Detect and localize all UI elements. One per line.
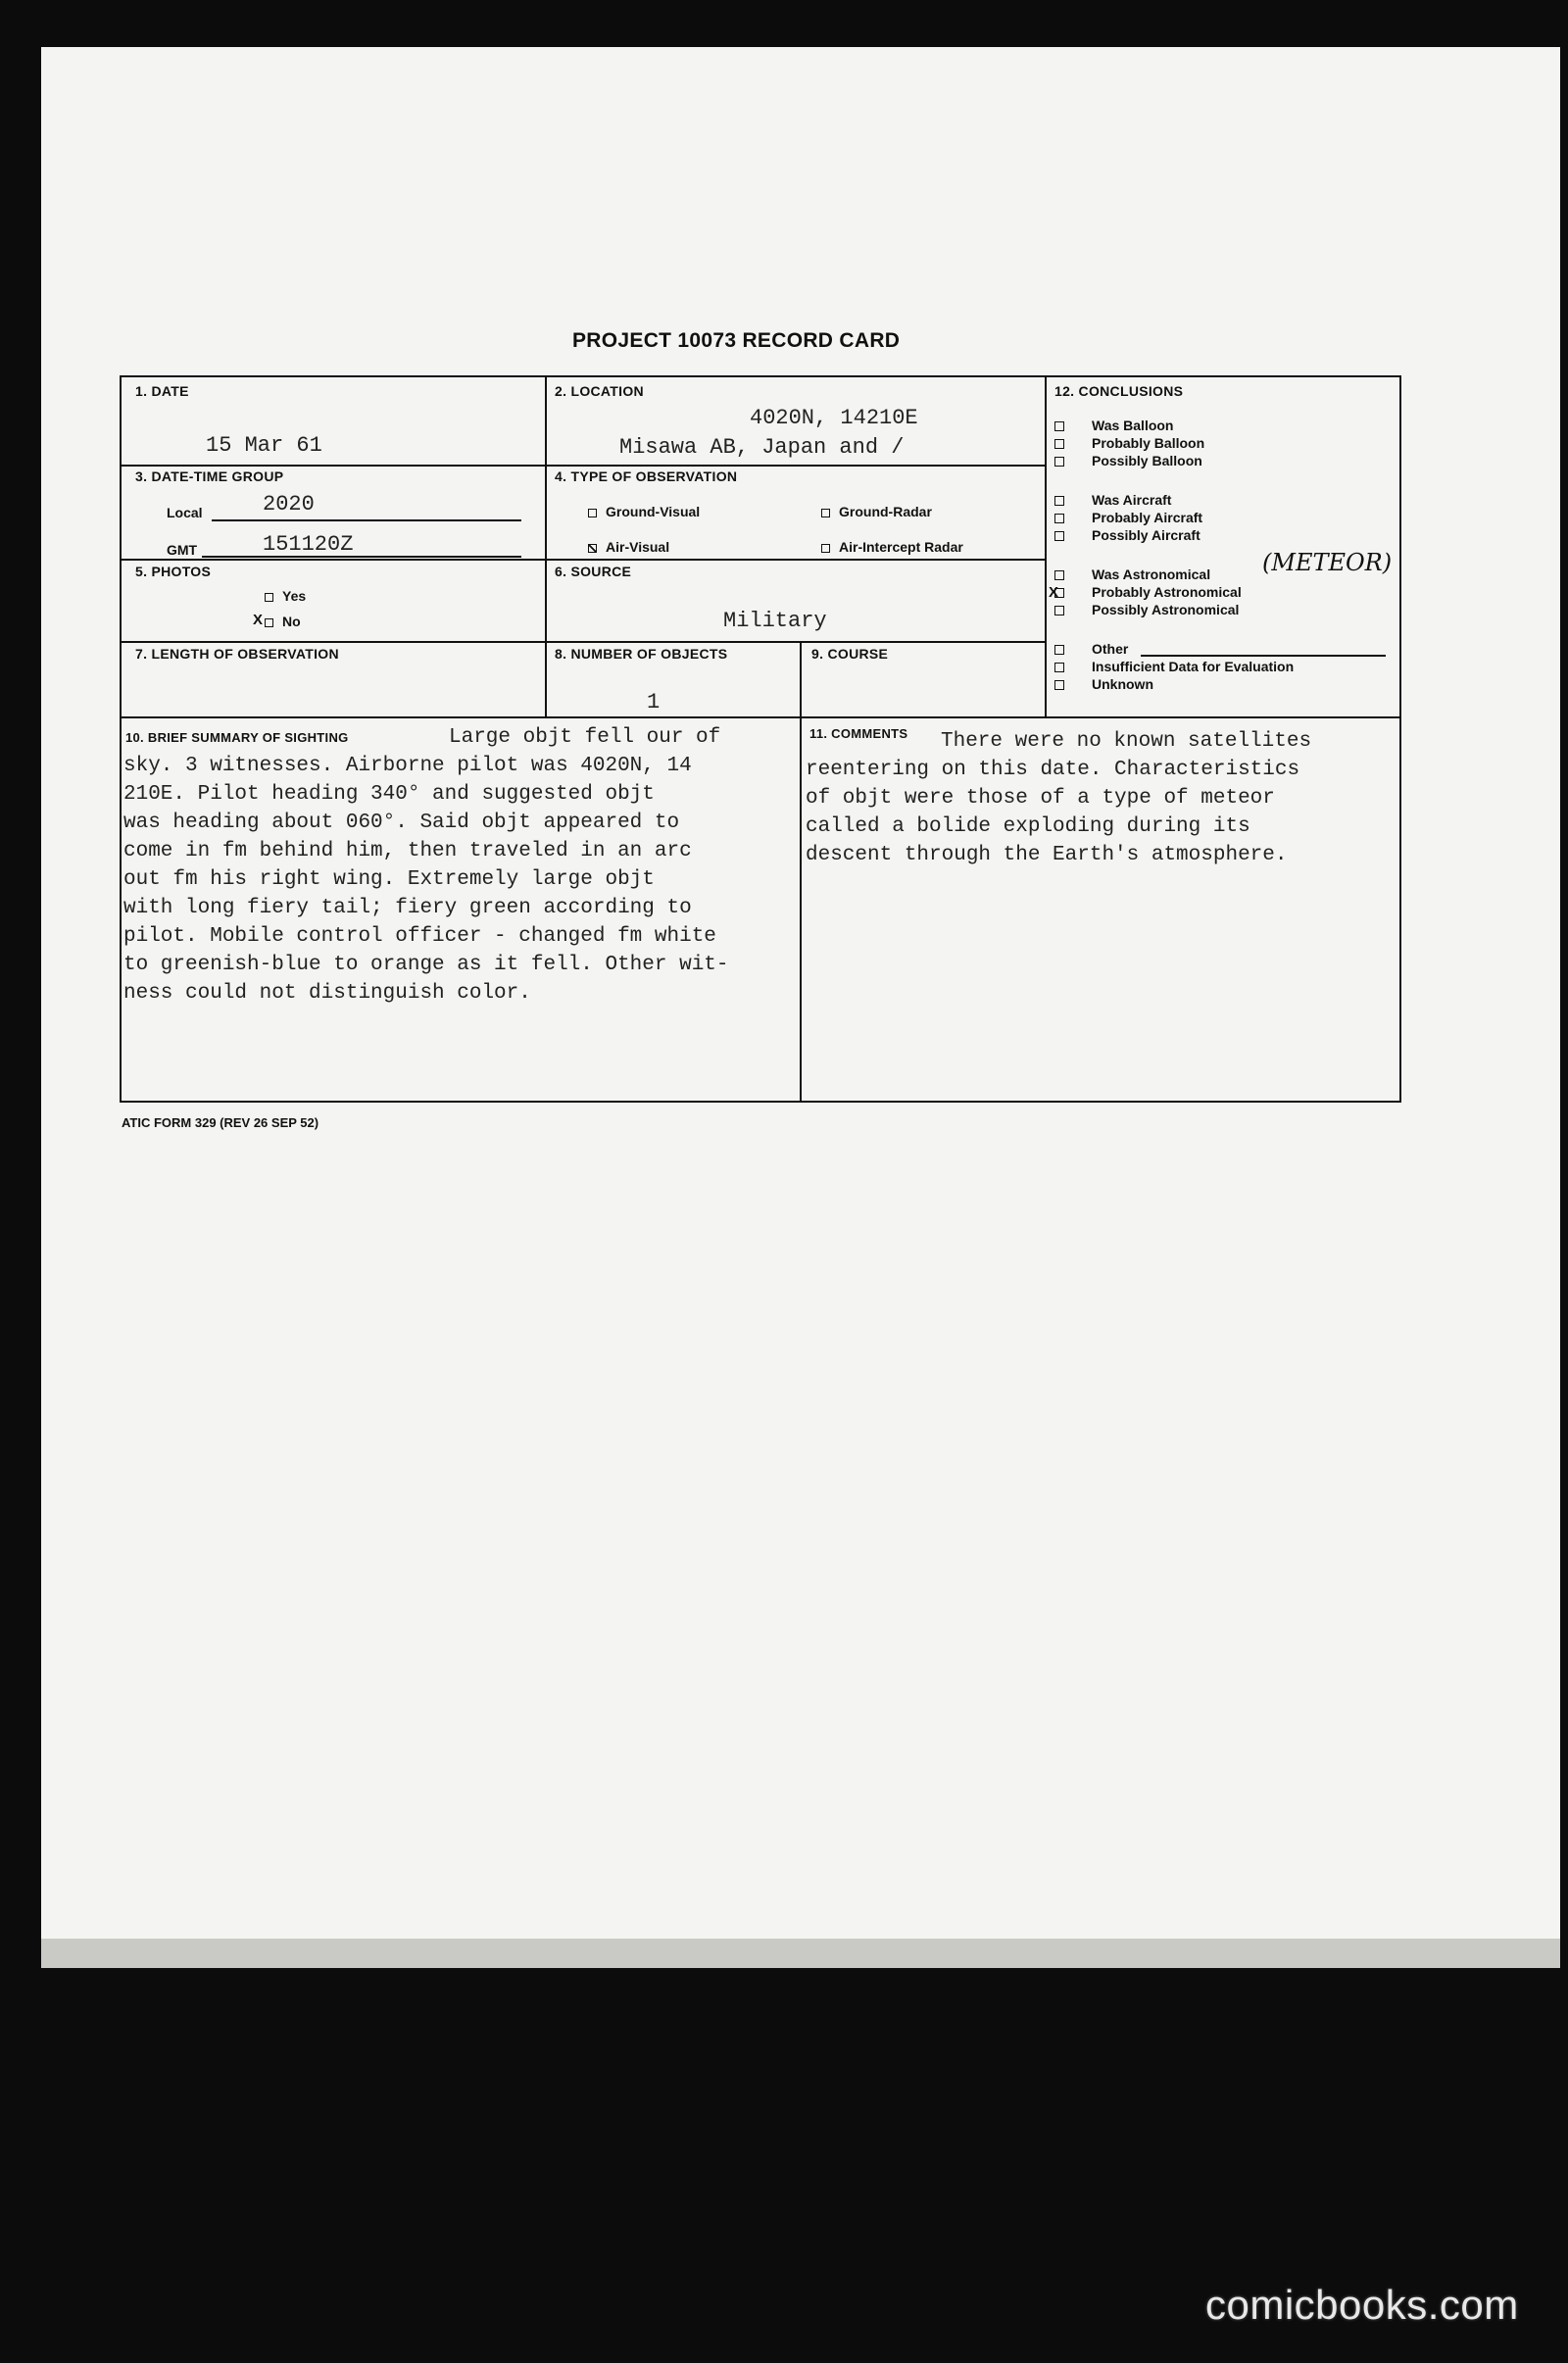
other-underline [1141, 655, 1386, 657]
gmt-label: GMT [167, 542, 198, 558]
grid-line [800, 641, 802, 1102]
checkbox-icon [1054, 680, 1064, 690]
conclusion-item: Insufficient Data for Evaluation [1092, 659, 1295, 674]
conclusion-item: Probably Aircraft [1092, 510, 1203, 525]
checkbox-icon [1054, 457, 1064, 467]
photos-no-mark: X [253, 612, 264, 628]
site-watermark: comicbooks.com [1205, 2282, 1519, 2328]
summary-line: was heading about 060°. Said objt appeared to [123, 812, 680, 834]
checkbox-icon [821, 544, 830, 553]
comments-text [806, 727, 1398, 869]
grid-line [121, 465, 1046, 467]
comments-line: called a bolide exploding during its [806, 815, 1250, 838]
source-value: Military [723, 609, 827, 633]
photos-label: 5. PHOTOS [135, 564, 212, 579]
objects-label: 8. NUMBER OF OBJECTS [555, 646, 728, 662]
summary-line: out fm his right wing. Extremely large objt [123, 868, 655, 891]
checkbox-icon [1054, 663, 1064, 672]
summary-line: come in fm behind him, then traveled in an arc [123, 840, 692, 862]
date-value: 15 Mar 61 [206, 433, 322, 458]
handwritten-meteor-note: (METEOR) [1262, 549, 1393, 576]
checkbox-icon [1054, 645, 1064, 655]
checkbox-checked-icon [1054, 588, 1064, 598]
option-ground-radar [821, 504, 932, 519]
checkbox-icon [1054, 606, 1064, 615]
checkbox-icon [1054, 421, 1064, 431]
conclusion-item: Possibly Astronomical [1092, 602, 1240, 617]
location-line1: 4020N, 14210E [750, 406, 918, 430]
conclusion-item: Probably Balloon [1092, 435, 1205, 451]
grid-line [1045, 376, 1047, 717]
grid-line [121, 641, 1046, 643]
checkbox-icon [1054, 531, 1064, 541]
comments-line: reentering on this date. Characteristics [806, 759, 1300, 781]
local-underline [212, 519, 521, 521]
summary-line: pilot. Mobile control officer - changed fm white [123, 925, 716, 948]
card-title: PROJECT 10073 RECORD CARD [572, 329, 901, 352]
gmt-underline [202, 556, 521, 558]
summary-label: 10. BRIEF SUMMARY OF SIGHTING [125, 730, 349, 745]
photos-no-label: No [282, 614, 301, 629]
gmt-value: 151120Z [263, 532, 354, 557]
checkbox-icon [588, 509, 597, 517]
local-label: Local [167, 505, 203, 520]
form-number: ATIC FORM 329 (REV 26 SEP 52) [122, 1115, 319, 1130]
grid-line [121, 559, 1046, 561]
summary-line: sky. 3 witnesses. Airborne pilot was 4020N, 14 [123, 755, 692, 777]
conclusion-item: Was Aircraft [1092, 492, 1172, 508]
comments-line: of objt were those of a type of meteor [806, 787, 1275, 810]
photos-yes [265, 588, 306, 604]
conclusion-item: Possibly Aircraft [1092, 527, 1200, 543]
option-label: Air-Visual [606, 539, 670, 555]
option-ground-visual [588, 504, 700, 519]
conclusion-item: Was Balloon [1092, 418, 1174, 433]
option-label: Ground-Visual [606, 504, 701, 519]
checkbox-checked-icon [588, 544, 597, 553]
option-air-intercept-radar [821, 539, 963, 555]
conclusion-item: Unknown [1092, 676, 1153, 692]
summary-line: to greenish-blue to orange as it fell. Other wit- [123, 954, 729, 976]
comments-label: 11. COMMENTS [809, 726, 908, 741]
course-label: 9. COURSE [811, 646, 889, 662]
paper-edge [41, 1939, 1560, 1968]
length-label: 7. LENGTH OF OBSERVATION [135, 646, 339, 662]
comments-line: descent through the Earth's atmosphere. [806, 844, 1288, 866]
checkbox-icon [265, 618, 273, 627]
conclusions-label: 12. CONCLUSIONS [1054, 383, 1184, 399]
checkbox-icon [265, 593, 273, 602]
probably-astronomical-mark: X [1049, 584, 1059, 601]
conclusion-item: Was Astronomical [1092, 566, 1211, 582]
grid-line [121, 716, 1400, 718]
checkbox-icon [1054, 439, 1064, 449]
summary-text [123, 723, 800, 1008]
photos-no [265, 614, 301, 629]
date-label: 1. DATE [135, 383, 189, 399]
checkbox-icon [1054, 496, 1064, 506]
grid-line [545, 376, 547, 717]
location-label: 2. LOCATION [555, 383, 644, 399]
option-air-visual [588, 539, 669, 555]
objects-value: 1 [647, 690, 661, 714]
comments-line: There were no known satellites [941, 730, 1312, 753]
checkbox-icon [1054, 514, 1064, 523]
summary-line: with long fiery tail; fiery green according to [123, 897, 692, 919]
local-value: 2020 [263, 492, 315, 517]
location-line2: Misawa AB, Japan and / [619, 435, 905, 460]
option-label: Air-Intercept Radar [839, 539, 963, 555]
source-label: 6. SOURCE [555, 564, 632, 579]
summary-line: 210E. Pilot heading 340° and suggested objt [123, 783, 655, 806]
summary-line: Large objt fell our of [449, 726, 721, 749]
photos-yes-label: Yes [282, 588, 307, 604]
conclusion-item: Other [1092, 641, 1129, 657]
option-label: Ground-Radar [839, 504, 932, 519]
conclusion-item: Probably Astronomical [1092, 584, 1242, 600]
checkbox-icon [1054, 570, 1064, 580]
datetime-label: 3. DATE-TIME GROUP [135, 468, 284, 484]
summary-line: ness could not distinguish color. [123, 982, 531, 1005]
checkbox-icon [821, 509, 830, 517]
observation-type-label: 4. TYPE OF OBSERVATION [555, 468, 738, 484]
conclusion-item: Possibly Balloon [1092, 453, 1202, 468]
